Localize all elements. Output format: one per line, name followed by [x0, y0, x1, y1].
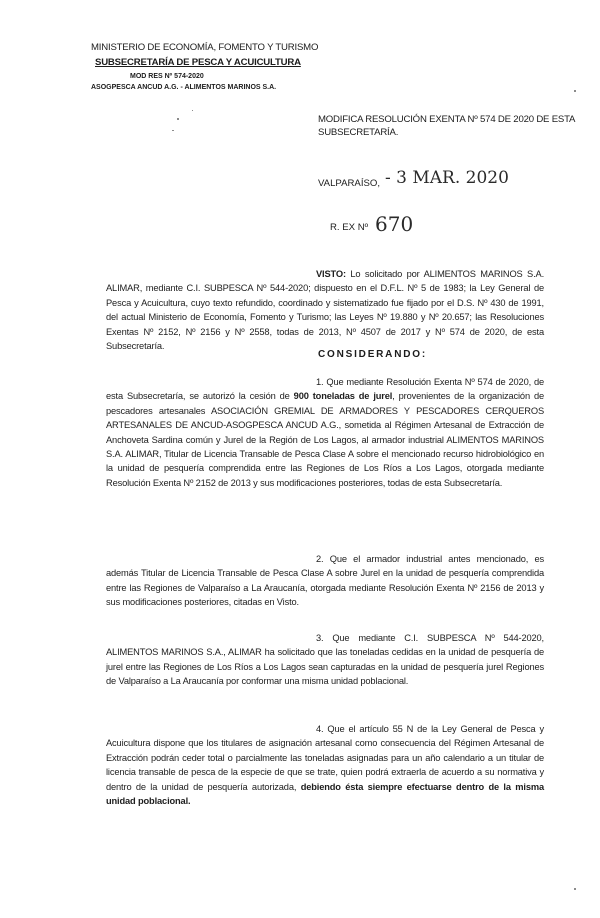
- considerando-heading: CONSIDERANDO:: [318, 349, 427, 360]
- visto-paragraph: [106, 267, 544, 353]
- subject: MODIFICA RESOLUCIÓN EXENTA Nº 574 DE 2020 DE ESTA SUBSECRETARÍA.: [318, 114, 575, 138]
- scan-speck: [574, 888, 576, 890]
- c1-text-b: , provenientes de la organización de pescadores artesanales ASOCIACIÓN GREMIAL DE ARMADORES Y PESCADORES CERQUEROS ARTESANALES DE ANCUD-ASOGPESCA ANCUD A.G., sometida al Régimen Artesanal de Extracción de Anchoveta Sardina común y Jurel de la Región de Los Lagos, al armador industrial ALIMENTOS MARINOS S.A. ALIMAR, Titular de Licencia Transable de Pesca Clase A sobre el mencionado recurso hidrobiológico en la unidad de pesquería comprendida entre las Regiones de Los Ríos a Los Lagos, otorgada mediante Resolución Exenta Nº 2152 de 2013 y sus modificaciones posteriores, todas de esta Subsecretaría.: [106, 391, 545, 488]
- res-number: 670: [375, 212, 414, 236]
- scan-speck: [177, 118, 179, 120]
- handwritten-date: - 3 MAR. 2020: [385, 168, 509, 188]
- place-label: VALPARAÍSO,: [318, 178, 381, 189]
- visto-label: VISTO:: [316, 269, 346, 279]
- scan-speck: [172, 130, 174, 131]
- c4-bold: debiendo ésta siempre efectuarse dentro de la misma unidad poblacional.: [106, 781, 544, 807]
- mod-ref: MOD RES Nº 574-2020: [130, 73, 204, 80]
- c4-text-a: 4. Que el artículo 55 N de la Ley General de Pesca y Acuicultura dispone que los titulares de asignación artesanal como consecuencia del Régimen Artesanal de Extracción podrán ceder total o parcialmente las toneladas asignadas para un año calendario a un titular de licencia transable de pesca de la especie de que se trate, quien podrá extraerla de acuerdo a su normativa y dentro de la unidad de pesquería autorizada,: [106, 724, 544, 792]
- ministry-header: MINISTERIO DE ECONOMÍA, FOMENTO Y TURISMO: [91, 42, 319, 53]
- considerando-4: [106, 722, 544, 808]
- considerando-1: [106, 375, 544, 490]
- visto-text: Lo solicitado por ALIMENTOS MARINOS S.A. ALIMAR, mediante C.I. SUBPESCA Nº 544-2020; dispuesto en el D.F.L. Nº 5 de 1983; la Ley General de Pesca y Acuicultura, cuyo texto refundido, coordinado y sistematizado fue fijado por el D.S. Nº 430 de 1991, del actual Ministerio de Economía, Fomento y Turismo; las Leyes Nº 19.880 y Nº 20.657; las Resoluciones Exentas Nº 2152, Nº 2156 y Nº 2558, todas de 2013, Nº 4507 de 2017 y Nº 574 de 2020, de esta Subsecretaría.: [106, 269, 545, 352]
- scan-speck: [574, 90, 576, 92]
- considerando-3: 3. Que mediante C.I. SUBPESCA Nº 544-2020, ALIMENTOS MARINOS S.A., ALIMAR ha solicitado que las toneladas cedidas en la unidad de pesquería de jurel entre las Regiones de Los Ríos a Los Lagos sean capturadas en la unidad de pesquería jurel Regiones de Valparaíso a La Araucanía por conformar una misma unidad poblacional.: [106, 633, 544, 687]
- org-ref: ASOGPESCA ANCUD A.G. - ALIMENTOS MARINOS S.A.: [91, 84, 277, 91]
- considerando-2: 2. Que el armador industrial antes mencionado, es además Titular de Licencia Transable de Pesca Clase A sobre Jurel en la unidad de pesquería comprendida entre las Regiones de Valparaíso a La Araucanía, otorgada mediante Resolución Exenta Nº 2156 de 2013 y sus modificaciones posteriores, citadas en Visto.: [106, 554, 544, 608]
- res-label: R. EX Nº: [330, 222, 369, 233]
- subsecretaria-header: SUBSECRETARÍA DE PESCA Y ACUICULTURA: [95, 57, 301, 68]
- c1-text-a: 1. Que mediante Resolución Exenta Nº 574 de 2020, de esta Subsecretaría, se autorizó la cesión de: [106, 377, 544, 402]
- scan-speck: [192, 110, 193, 111]
- c1-bold: 900 toneladas de jurel: [293, 391, 393, 402]
